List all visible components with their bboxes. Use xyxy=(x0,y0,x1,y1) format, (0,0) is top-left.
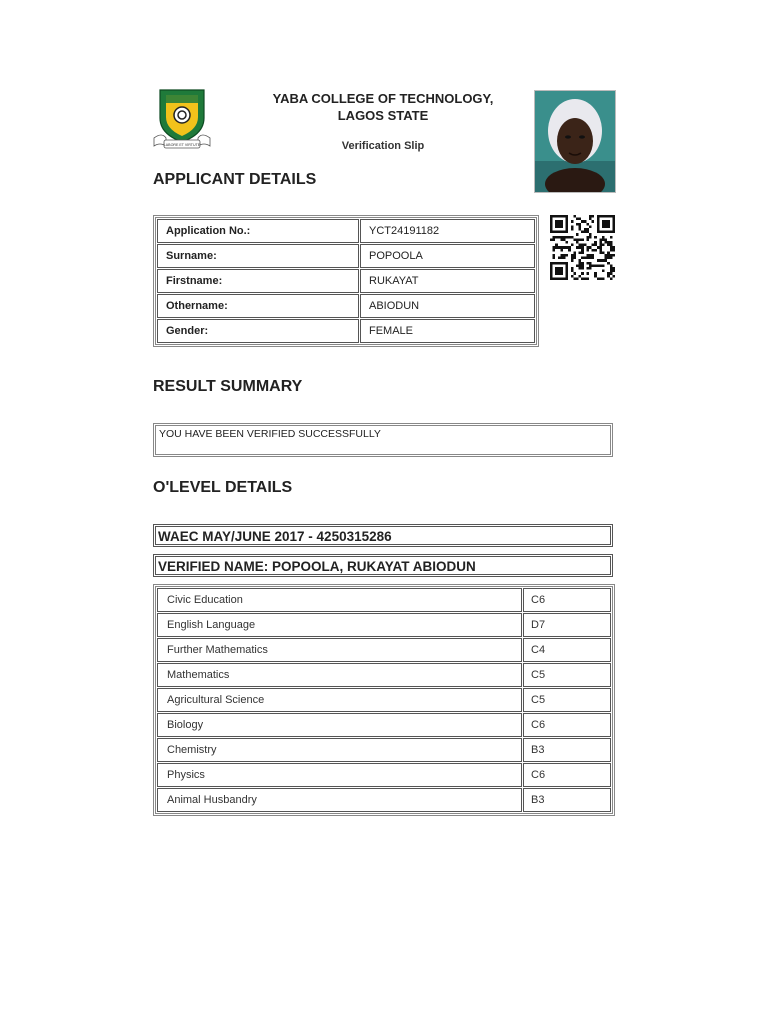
institution-line-1: YABA COLLEGE OF TECHNOLOGY, xyxy=(272,91,494,106)
subject-grade: C5 xyxy=(523,663,611,687)
subject-name: English Language xyxy=(157,613,522,637)
applicant-field-value: YCT24191182 xyxy=(360,219,535,243)
logo-motto: LABORE ET VIRTUTE xyxy=(163,143,201,147)
institution-name xyxy=(250,90,516,124)
subject-grade: D7 xyxy=(523,613,611,637)
verified-name: VERIFIED NAME: POPOOLA, RUKAYAT ABIODUN xyxy=(153,554,613,577)
applicant-row xyxy=(157,269,535,293)
subject-row xyxy=(157,638,611,662)
subject-row xyxy=(157,738,611,762)
applicant-details-table xyxy=(153,215,539,347)
subject-grade: C6 xyxy=(523,588,611,612)
result-summary-heading: RESULT SUMMARY xyxy=(153,378,303,395)
subject-row xyxy=(157,588,611,612)
college-logo xyxy=(152,88,212,152)
subject-name: Agricultural Science xyxy=(157,688,522,712)
subject-row xyxy=(157,663,611,687)
qr-code-icon xyxy=(550,215,615,280)
applicant-row xyxy=(157,244,535,268)
subject-grade: B3 xyxy=(523,788,611,812)
subject-row xyxy=(157,713,611,737)
subject-name: Chemistry xyxy=(157,738,522,762)
applicant-field-value: POPOOLA xyxy=(360,244,535,268)
applicant-details-heading: APPLICANT DETAILS xyxy=(153,171,317,188)
subject-name: Biology xyxy=(157,713,522,737)
applicant-row xyxy=(157,219,535,243)
applicant-field-label: Firstname: xyxy=(157,269,359,293)
applicant-field-label: Gender: xyxy=(157,319,359,343)
result-message: YOU HAVE BEEN VERIFIED SUCCESSFULLY xyxy=(153,423,613,457)
subject-row xyxy=(157,763,611,787)
subject-row xyxy=(157,688,611,712)
subject-grade: C6 xyxy=(523,713,611,737)
subject-grade: C6 xyxy=(523,763,611,787)
subject-grade: C4 xyxy=(523,638,611,662)
subject-name: Physics xyxy=(157,763,522,787)
applicant-row xyxy=(157,319,535,343)
applicant-row xyxy=(157,294,535,318)
slip-title: Verification Slip xyxy=(341,140,425,152)
subject-row xyxy=(157,788,611,812)
applicant-field-label: Application No.: xyxy=(157,219,359,243)
subject-name: Further Mathematics xyxy=(157,638,522,662)
olevel-grades-table xyxy=(153,584,615,816)
subject-name: Mathematics xyxy=(157,663,522,687)
applicant-field-value: ABIODUN xyxy=(360,294,535,318)
subject-grade: C5 xyxy=(523,688,611,712)
applicant-field-label: Othername: xyxy=(157,294,359,318)
subject-row xyxy=(157,613,611,637)
applicant-photo-image xyxy=(535,91,615,192)
subject-grade: B3 xyxy=(523,738,611,762)
olevel-details-heading: O'LEVEL DETAILS xyxy=(153,479,293,496)
subject-name: Civic Education xyxy=(157,588,522,612)
applicant-photo xyxy=(534,90,616,193)
applicant-field-label: Surname: xyxy=(157,244,359,268)
applicant-field-value: FEMALE xyxy=(360,319,535,343)
exam-title: WAEC MAY/JUNE 2017 - 4250315286 xyxy=(153,524,613,547)
applicant-field-value: RUKAYAT xyxy=(360,269,535,293)
institution-line-2: LAGOS STATE xyxy=(337,108,429,123)
subject-name: Animal Husbandry xyxy=(157,788,522,812)
